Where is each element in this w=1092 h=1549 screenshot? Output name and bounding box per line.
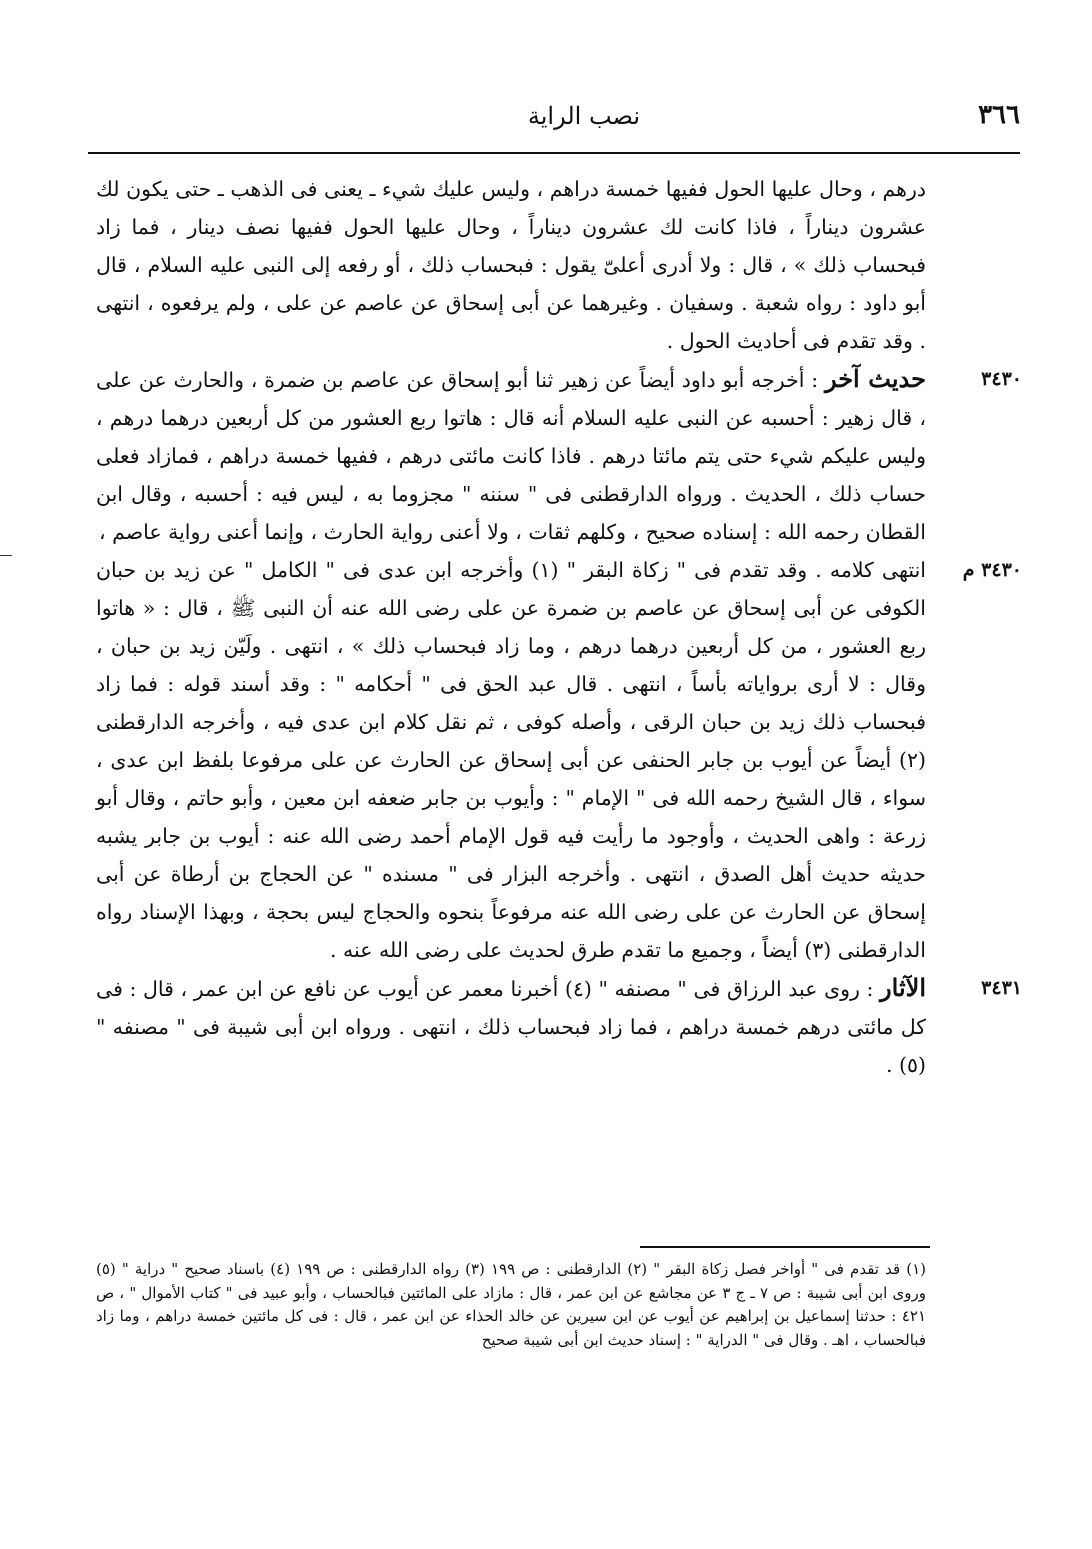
page-number: ٣٦٦ — [978, 100, 1020, 130]
hadith-text: : أخرجه أبو داود أيضاً عن زهير ثنا أبو إسحاق عن عاصم بن ضمرة ، والحارث عن على ، قال زهير : أحسبه عن النبى عليه السلام أنه قال : هاتوا ربع العشور من كل أربعين درهما درهم ، وليس عليكم شيء حتى يتم مائتا درهم . فاذا كانت مائتى درهم ، ففيها خمسة دراهم ، فمازاد فعلى حساب ذلك ، الحديث . ورواه الدارقطنى فى " سننه " مجزوما به ، ليس فيه : أحسبه ، وقال ابن القطان رحمه الله : إسناده صحيح ، وكلهم ثقات ، ولا أعنى رواية الحارث ، وإنما أعنى رواية عاصم ، — [96, 368, 926, 544]
footnotes — [96, 1258, 926, 1352]
hadith-text: : روى عبد الرزاق فى " مصنفه " (٤) أخبرنا معمر عن أيوب عن نافع عن ابن عمر ، قال : فى كل مائتى درهم خمسة دراهم ، فما زاد فبحساب ذلك ، انتهى . ورواه ابن أبى شيبة فى " مصنفه " (٥) . — [96, 977, 926, 1077]
hadith-heading: الآثار — [880, 973, 926, 1002]
hadith-heading: حديث آخر — [824, 364, 926, 393]
hadith-text: انتهى كلامه . وقد تقدم فى " زكاة البقر " (١) وأخرجه ابن عدى فى " الكامل " عن زيد بن حبان الكوفى عن أبى إسحاق عن عاصم بن ضمرة عن على رضى الله عنه أن النبى ﷺ ، قال : « هاتوا ربع العشور ، من كل أربعين درهما درهم ، وما زاد فبحساب ذلك » ، انتهى . ولَيّن زيد بن حبان ، وقال : لا أرى برواياته بأساً ، انتهى . قال عبد الحق فى " أحكامه " : وقد أسند قوله : فما زاد فبحساب ذلك زيد بن حبان الرقى ، وأصله كوفى ، ثم نقل كلام ابن عدى فيه ، وأخرجه الدارقطنى (٢) أيضاً عن أيوب بن جابر الحنفى عن أبى إسحاق عن الحارث عن على مرفوعا بلفظ ابن عدى ، سواء ، قال الشيخ رحمه الله فى " الإمام " : وأيوب بن جابر ضعفه ابن معين ، وأبو حاتم ، وقال أبو زرعة : واهى الحديث ، وأوجود ما رأيت فيه قول الإمام أحمد رضى الله عنه : أيوب بن جابر يشبه حديثه حديث أهل الصدق ، انتهى . وأخرجه البزار فى " مسنده " عن الحجاج بن أرطاة عن أبى إسحاق عن الحارث عن على رضى الله عنه مرفوعاً بنحوه والحجاج ليس بحجة ، وبهذا الإسناد رواه الدارقطنى (٣) أيضاً ، وجميع ما تقدم طرق لحديث على رضى الله عنه . — [96, 558, 927, 962]
hadith-3430 — [96, 360, 1022, 551]
main-text — [96, 170, 1022, 1084]
page-header — [90, 100, 1020, 140]
paragraph-continuation: درهم ، وحال عليها الحول ففيها خمسة دراهم ، وليس عليك شيء ـ يعنى فى الذهب ـ حتى يكون لك عشرون ديناراً ، فاذا كانت لك عشرون ديناراً ، وحال عليها الحول ففيها نصف دينار ، فما زاد فبحساب ذلك » ، قال : ولا أدرى أعلىّ يقول : فبحساب ذلك ، أو رفعه إلى النبى عليه السلام ، قال أبو داود : رواه شعبة . وسفيان . وغيرهما عن أبى إسحاق عن عاصم عن على ، ولم يرفعوه ، انتهى . وقد تقدم فى أحاديث الحول . — [96, 177, 926, 353]
margin-mark — [0, 555, 12, 556]
hadith-number: ٣٤٣٠ — [981, 368, 1022, 390]
hadith-3431 — [96, 969, 1022, 1084]
hadith-number: ٣٤٣٠ م — [962, 559, 1022, 581]
hadith-number: ٣٤٣١ — [981, 977, 1022, 999]
footnote-text: (١) قد تقدم فى " أواخر فصل زكاة البقر " (٢) الدارقطنى : ص ١٩٩ (٣) رواه الدارقطنى : ص ١٩٩ (٤) باسناد صحيح " دراية " (٥) وروى ابن أبى شيبة : ص ٧ ـ ج ٣ عن مجاشع عن ابن عمر ، قال : مازاد على المائتين فبالحساب ، وأبو عبيد فى " كتاب الأموال " ، ص ٤٢١ : حدثنا إسماعيل بن إبراهيم عن أيوب عن ابن سيرين عن خالد الحذاء عن ابن عمر ، قال : فى كل مائتين خمسة دراهم ، وما زاد فبالحساب ، اهـ . وقال فى " الدراية " : إسناد حديث ابن أبى شيبة صحيح — [96, 1260, 927, 1349]
hadith-3430m — [96, 551, 1022, 969]
running-title: نصب الراية — [527, 102, 640, 130]
footnote-rule — [640, 1246, 930, 1248]
header-rule — [88, 152, 1020, 154]
